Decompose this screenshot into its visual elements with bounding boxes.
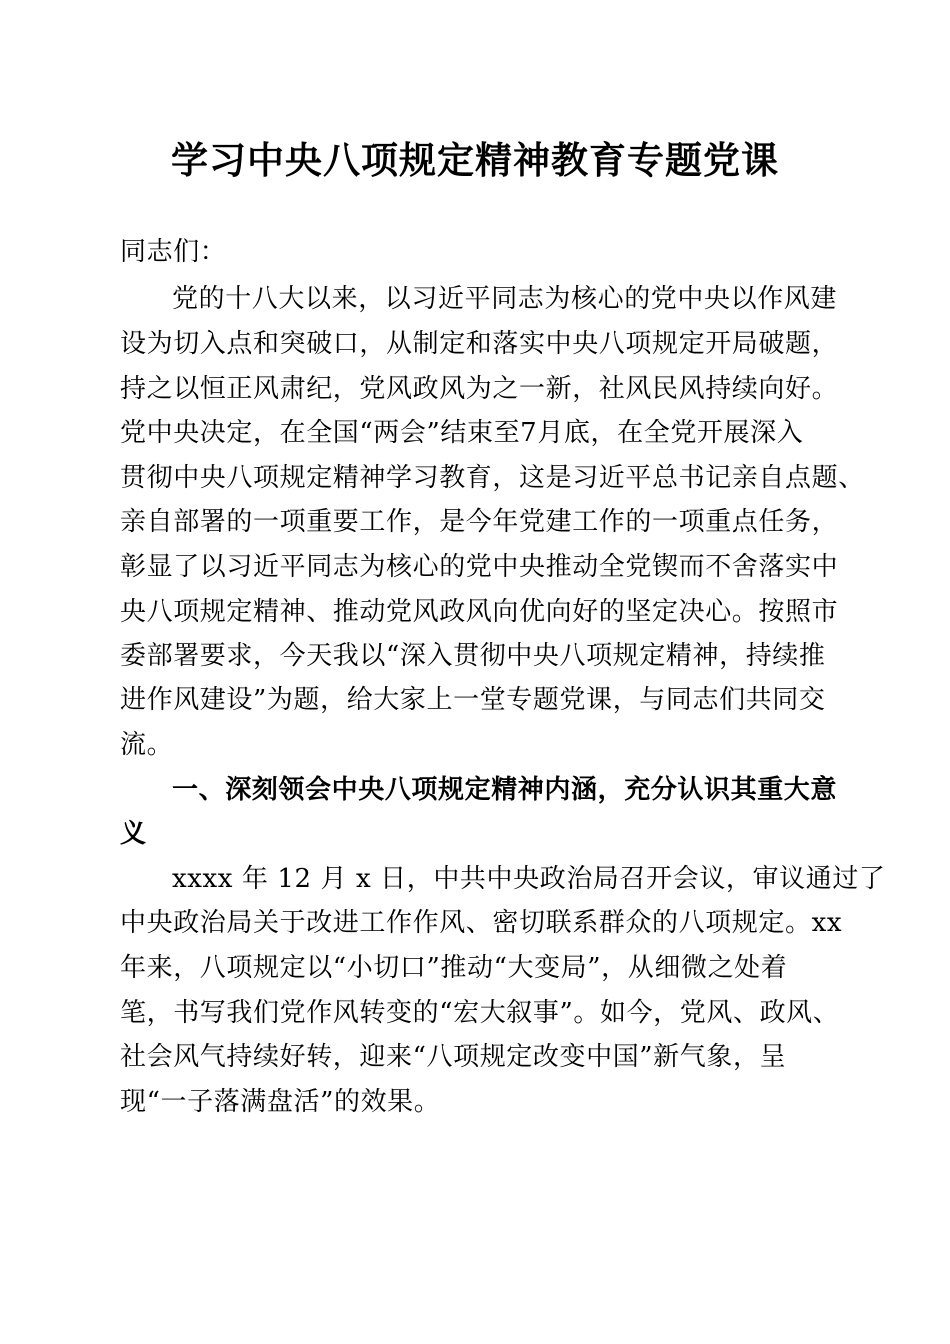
paragraph-line: 彰显了以习近平同志为核心的党中央推动全党锲而不舍落实中 bbox=[120, 552, 839, 582]
paragraph-line: 现“一子落满盘活”的效果。 bbox=[120, 1087, 441, 1117]
paragraph-line: 社会风气持续好转，迎来“八项规定改变中国”新气象，呈 bbox=[120, 1042, 787, 1072]
paragraph-line: 进作风建设”为题，给大家上一堂专题党课，与同志们共同交 bbox=[120, 685, 826, 715]
paragraph-line: 年来，八项规定以“小切口”推动“大变局”，从细微之处着 bbox=[120, 953, 788, 983]
paragraph-line: xxxx 年 12 月 x 日，中共中央政治局召开会议，审议通过了 bbox=[172, 864, 886, 894]
paragraph-line: 亲自部署的一项重要工作，是今年党建工作的一项重点任务， bbox=[120, 507, 839, 537]
paragraph-line: 设为切入点和突破口，从制定和落实中央八项规定开局破题， bbox=[120, 329, 839, 359]
paragraph-line: 委部署要求，今天我以“深入贯彻中央八项规定精神，持续推 bbox=[120, 641, 826, 671]
paragraph-line: 央八项规定精神、推动党风政风向优向好的坚定决心。按照市 bbox=[120, 597, 839, 627]
paragraph-line: 贯彻中央八项规定精神学习教育，这是习近平总书记亲自点题、 bbox=[120, 463, 865, 493]
paragraph-line: 笔，书写我们党作风转变的“宏大叙事”。如今，党风、政风、 bbox=[120, 998, 840, 1028]
paragraph-line: 流。 bbox=[120, 730, 174, 760]
paragraph-line: 党的十八大以来，以习近平同志为核心的党中央以作风建 bbox=[172, 284, 838, 314]
paragraph-line: 持之以恒正风肃纪，党风政风为之一新，社风民风持续向好。 bbox=[120, 374, 839, 404]
paragraph-line: 中央政治局关于改进工作作风、密切联系群众的八项规定。xx bbox=[120, 908, 843, 938]
section-heading: 一、深刻领会中央八项规定精神内涵，充分认识其重大意 bbox=[172, 775, 838, 805]
salutation: 同志们： bbox=[120, 237, 227, 267]
document-title: 学习中央八项规定精神教育专题党课 bbox=[171, 138, 779, 182]
section-heading: 义 bbox=[120, 819, 147, 849]
paragraph-line: 党中央决定，在全国“两会”结束至7月底，在全党开展深入 bbox=[120, 418, 804, 448]
